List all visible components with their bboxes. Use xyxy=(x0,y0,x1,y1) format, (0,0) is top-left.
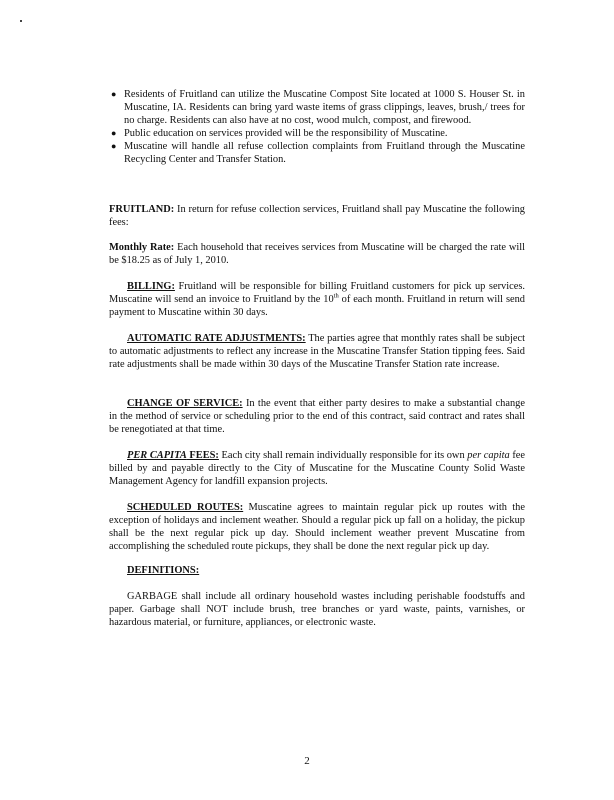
monthly-rate-heading: Monthly Rate: xyxy=(109,242,175,253)
per-capita-paragraph xyxy=(109,449,525,488)
automatic-rate-heading: AUTOMATIC RATE ADJUSTMENTS: xyxy=(127,333,306,344)
per-capita-italic: per capita xyxy=(467,450,510,461)
billing-heading: BILLING: xyxy=(127,281,175,292)
list-item xyxy=(109,127,525,140)
per-capita-text: Each city shall remain individually responsible for its own xyxy=(218,450,468,461)
per-capita-heading-italic: PER CAPITA xyxy=(127,450,187,461)
garbage-paragraph xyxy=(109,590,525,629)
fruitland-text: In return for refuse collection services, Fruitland shall pay Muscatine the following fees: xyxy=(109,204,525,228)
bullet-text: Public education on services provided will be the responsibility of Muscatine. xyxy=(124,128,448,139)
page-number: 2 xyxy=(304,755,310,767)
definitions-heading-block xyxy=(109,564,525,577)
billing-paragraph xyxy=(109,280,525,319)
change-of-service-paragraph xyxy=(109,397,525,436)
billing-text: Fruitland will be responsible for billing Fruitland customers for pick up services. Muscatine will send an invoice to Fruitland by the 10 xyxy=(109,281,525,305)
list-item xyxy=(109,88,525,127)
ordinal-suffix: th xyxy=(333,292,339,300)
automatic-rate-paragraph xyxy=(109,332,525,371)
scheduled-routes-paragraph xyxy=(109,501,525,553)
bullet-icon: ● xyxy=(111,141,117,151)
bullet-icon: ● xyxy=(111,89,117,99)
billing-text-cont: of each month. Fruitland in return will send payment to Muscatine within 30 days. xyxy=(109,294,525,318)
scheduled-routes-text: Muscatine agrees to maintain regular pick up routes with the exception of holidays and inclement weather. Should a regular pick up fall on a holiday, the pickup shall be the next regular pick up day. Should inclement weather prevent Muscatine from accomplishing the scheduled route pickups, they shall be done the next regular pick up day. xyxy=(109,502,525,552)
definitions-heading: DEFINITIONS: xyxy=(127,565,200,576)
per-capita-text-cont: fee billed by and payable directly to the City of Muscatine for the Muscatine County Solid Waste Management Agency for landfill expansion projects. xyxy=(109,450,526,487)
bullet-text: Muscatine will handle all refuse collection complaints from Fruitland through the Muscatine Recycling Center and Transfer Station. xyxy=(124,141,525,165)
change-of-service-heading: CHANGE OF SERVICE: xyxy=(127,398,243,409)
monthly-rate-paragraph xyxy=(109,241,525,267)
bullet-text: Residents of Fruitland can utilize the Muscatine Compost Site located at 1000 S. Houser St. in Muscatine, IA. Residents can bring yard waste items of grass clippings, leaves, brush,/ trees for no charge. Residents can also have at no cost, wood mulch, compost, and firewood. xyxy=(124,89,525,126)
bullet-list xyxy=(109,88,525,166)
automatic-rate-text: The parties agree that monthly rates shall be subject to automatic adjustments to reflect any increase in the Muscatine Transfer Station tipping fees. Said rate adjustments shall be made within 30 days of the Muscatine Transfer Station rate increase. xyxy=(109,333,525,370)
scan-speck xyxy=(20,20,22,22)
list-item xyxy=(109,140,525,166)
fruitland-heading: FRUITLAND: xyxy=(109,204,175,215)
per-capita-heading: FEES: xyxy=(186,450,219,461)
monthly-rate-text: Each household that receives services from Muscatine will be charged the rate will be $18.25 as of July 1, 2010. xyxy=(109,242,525,266)
fruitland-paragraph xyxy=(109,203,525,229)
scheduled-routes-heading: SCHEDULED ROUTES: xyxy=(127,502,244,513)
bullet-icon: ● xyxy=(111,128,117,138)
change-of-service-text: In the event that either party desires to make a substantial change in the method of service or scheduling prior to the end of this contract, said contract and rates shall be renegotiated at that time. xyxy=(109,398,525,435)
garbage-text: GARBAGE shall include all ordinary household wastes including perishable foodstuffs and paper. Garbage shall NOT include brush, tree branches or yard waste, paints, varnishes, or hazardous material, or furniture, appliances, or electronic waste. xyxy=(109,591,525,628)
